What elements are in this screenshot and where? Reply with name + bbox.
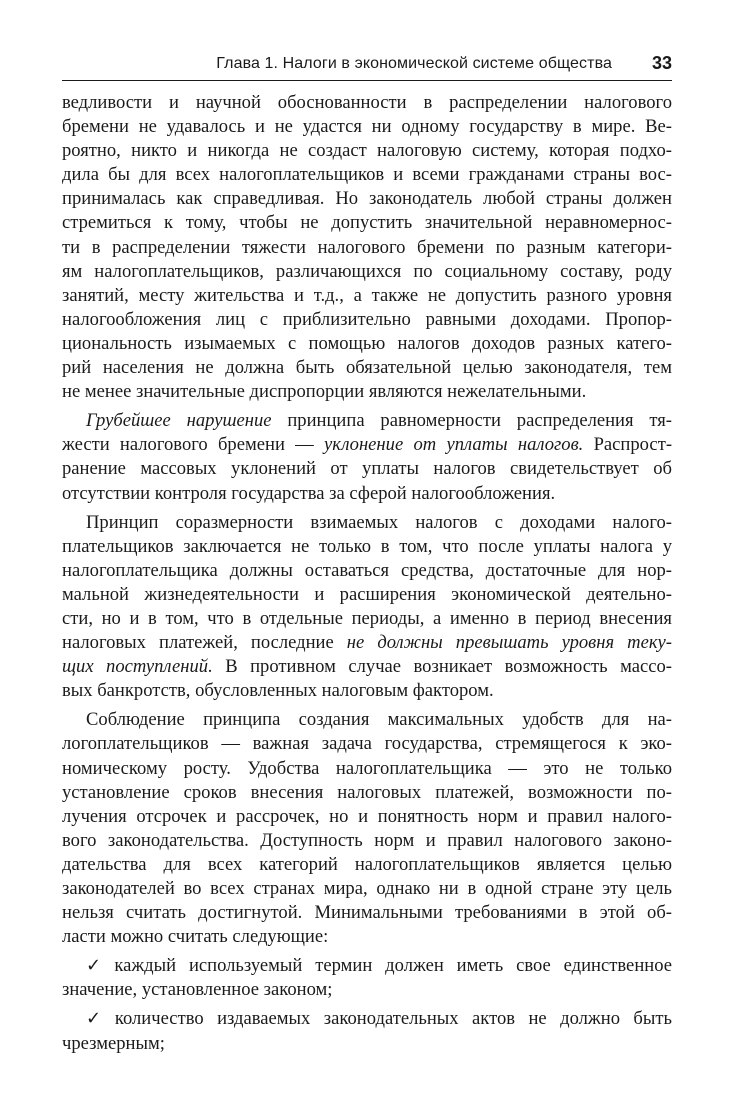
paragraph-4 — [62, 708, 672, 949]
text-line: мальной жизнедеятельности и расширения экономической деятельно- — [62, 583, 672, 605]
text-line: ранение массовых уклонений от уплаты налогов свидетельствует об — [62, 458, 672, 480]
text-fragment: каждый используемый термин должен иметь свое единственное — [114, 955, 672, 977]
text-line: Принцип соразмерности взимаемых налогов с доходами налого- — [86, 511, 672, 533]
text-line — [62, 1007, 672, 1031]
text-line: логоплательщиков — важная задача государства, стремящегося к эко- — [62, 733, 672, 755]
text-line — [62, 631, 672, 655]
text-line — [62, 409, 672, 433]
text-line: нельзя считать достигнутой. Минимальными требованиями в этой об- — [62, 902, 672, 924]
checkmark-icon: ✓ — [86, 1008, 110, 1030]
running-title: Глава 1. Налоги в экономической системе общества — [216, 55, 612, 72]
bullet-list — [62, 954, 672, 1055]
text-line: сти, но и в том, что в отдельные периоды, а именно в период внесения — [62, 607, 672, 629]
text-line: номическому росту. Удобства налогоплательщика — это не только — [62, 757, 672, 779]
text-line: бремени не удавалось и не удастся ни одному государству в мире. Ве- — [62, 116, 672, 138]
text-line: ти в распределении тяжести налогового бремени по разным категори- — [62, 236, 672, 258]
italic-emphasis: щих поступлений. — [62, 656, 213, 678]
text-line: не менее значительные диспропорции являются нежелательными. — [62, 381, 587, 403]
text-line — [62, 655, 672, 679]
text-line: значение, установленное законом; — [62, 979, 333, 1001]
text-line: Соблюдение принципа создания максимальных удобств для на- — [86, 709, 672, 731]
text-line: дила бы для всех налогоплательщиков и всеми гражданами страны вос- — [62, 164, 672, 186]
text-line: рий населения не должна быть обязательной целью законодателя, тем — [62, 357, 672, 379]
text-line — [62, 954, 672, 978]
page-number: 33 — [651, 53, 672, 73]
italic-emphasis: Грубейшее нарушение — [86, 410, 272, 432]
text-fragment: Распрост- — [583, 434, 673, 456]
text-line — [62, 433, 672, 457]
paragraph-2 — [62, 409, 672, 505]
text-line: вых банкротств, обусловленных налоговым фактором. — [62, 680, 494, 702]
text-line: лучения отсрочек и рассрочек, но и понятность норм и правил налого- — [62, 805, 672, 827]
text-line: ласти можно считать следующие: — [62, 926, 329, 948]
paragraph-3 — [62, 511, 672, 704]
text-line: налогообложения лиц с приблизительно равными доходами. Пропор- — [62, 308, 672, 330]
italic-emphasis: не должны превышать уровня теку- — [346, 632, 672, 654]
text-line: плательщиков заключается не только в том, что после уплаты налога у — [62, 535, 672, 557]
checkmark-icon: ✓ — [86, 955, 110, 977]
text-line: циональность изымаемых с помощью налогов доходов разных катего- — [62, 332, 672, 354]
italic-emphasis: уклонение от уплаты налогов. — [324, 434, 584, 456]
text-fragment: принципа равномерности распределения тя- — [271, 410, 672, 432]
text-line: роятно, никто и никогда не создаст налоговую систему, которая подхо- — [62, 140, 672, 162]
text-line: ведливости и научной обоснованности в распределении налогового — [62, 92, 672, 113]
list-item — [62, 1007, 672, 1055]
text-fragment: жести налогового бремени — — [62, 434, 324, 456]
body-text — [62, 91, 672, 1056]
text-line: налогоплательщика должны оставаться средства, достаточные для нор- — [62, 559, 672, 581]
paragraph-1 — [62, 91, 672, 404]
text-line: ям налогоплательщиков, различающихся по социальному составу, роду — [62, 260, 672, 282]
text-fragment: В противном случае возникает возможность массо- — [212, 656, 672, 678]
text-line: установление сроков внесения налоговых платежей, возможности по- — [62, 781, 672, 803]
list-item — [62, 954, 672, 1002]
text-line: чрезмерным; — [62, 1032, 165, 1054]
text-line: отсутствии контроля государства за сферой налогообложения. — [62, 482, 556, 504]
text-line: дательства для всех категорий налогоплательщиков является целью — [62, 853, 672, 875]
text-fragment: количество издаваемых законодательных актов не должно быть — [114, 1008, 672, 1030]
text-line: стремиться к тому, чтобы не допустить значительной неравномернос- — [62, 212, 672, 234]
page-header — [62, 50, 672, 81]
text-line: законодателей во всех странах мира, однако ни в одной стране эту цель — [62, 878, 672, 899]
text-line: вого законодательства. Доступность норм и правил налогового законо- — [62, 829, 672, 851]
text-fragment: налоговых платежей, последние — [62, 632, 347, 654]
text-line: принималась как справедливая. Но законодатель любой страны должен — [62, 188, 672, 210]
text-line: занятий, месту жительства и т.д., а также не допустить разного уровня — [62, 284, 672, 306]
